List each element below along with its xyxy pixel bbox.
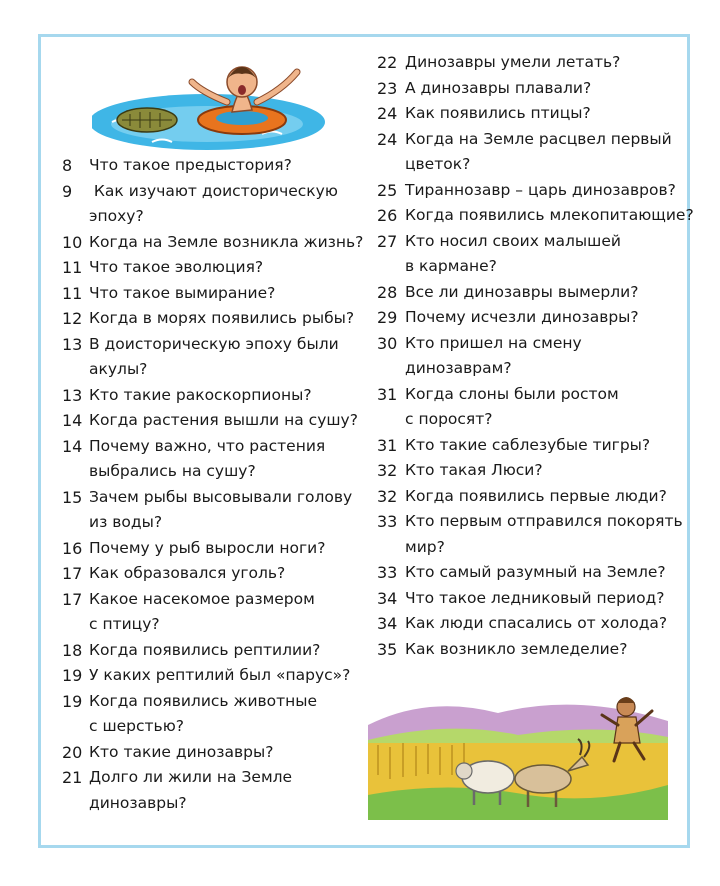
page-number: 11	[62, 283, 83, 303]
entry-title	[89, 281, 362, 307]
entry-title-line: Какое насекомое размером	[89, 589, 315, 608]
contents-entry[interactable]	[377, 203, 694, 229]
page-number: 21	[62, 768, 83, 787]
contents-entry[interactable]	[377, 484, 687, 510]
entry-title-line: Когда на Земле расцвел первый	[405, 129, 672, 148]
entry-title	[405, 586, 687, 612]
page-number: 29	[377, 308, 398, 327]
entry-title-line: динозаврам?	[405, 359, 512, 377]
page-number: 33	[377, 563, 398, 582]
contents-entry[interactable]	[62, 230, 362, 256]
entry-title-line: с поросят?	[405, 410, 493, 428]
entry-title-line: Кто пришел на смену	[405, 333, 582, 352]
entry-title	[405, 76, 687, 102]
entry-title-line: эпоху?	[89, 207, 144, 225]
page-number: 9	[62, 181, 73, 201]
page-number: 26	[377, 206, 398, 225]
page-number: 17	[62, 589, 83, 609]
entry-title	[405, 50, 687, 76]
contents-entry[interactable]	[377, 127, 687, 178]
contents-entry[interactable]	[377, 611, 687, 637]
entry-title-line: из воды?	[89, 513, 163, 531]
page-number: 16	[62, 538, 83, 558]
page-number: 12	[62, 309, 83, 328]
page-number: 14	[62, 436, 83, 456]
contents-entry[interactable]	[377, 76, 687, 102]
entry-title-line: Когда слоны были ростом	[405, 384, 619, 403]
contents-right-column	[377, 50, 694, 662]
entry-title-line: Кто носил своих малышей	[405, 231, 621, 250]
entry-title-line: Когда появились рептилии?	[89, 640, 321, 659]
page-number: 24	[377, 104, 398, 123]
page-number: 28	[377, 282, 398, 302]
entry-title-line: Зачем рыбы высовывали голову	[89, 487, 353, 506]
entry-title	[89, 306, 362, 332]
contents-entry[interactable]	[377, 560, 687, 586]
entry-title	[89, 689, 362, 740]
contents-left-column	[62, 153, 362, 816]
contents-entry[interactable]	[377, 382, 687, 433]
entry-title-line: В доисторическую эпоху были	[89, 334, 339, 353]
contents-entry[interactable]	[377, 178, 687, 204]
entry-title	[405, 203, 694, 229]
entry-title-line: Когда на Земле возникла жизнь?	[89, 232, 364, 251]
page-number: 20	[62, 742, 83, 762]
page-number: 13	[62, 334, 83, 354]
entry-title	[89, 153, 362, 179]
page-number: 8	[62, 156, 73, 175]
entry-title	[405, 560, 687, 586]
page-number: 14	[62, 411, 83, 430]
entry-title-line: Когда в морях появились рыбы?	[89, 309, 355, 327]
entry-title-line: Почему важно, что растения	[89, 436, 326, 455]
contents-entry[interactable]	[62, 485, 362, 536]
contents-entry[interactable]	[62, 383, 362, 409]
entry-title-line: динозавры?	[89, 793, 187, 812]
entry-title-line: Что такое предыстория?	[89, 156, 292, 174]
entry-title-line: Как появились птицы?	[405, 104, 591, 122]
contents-entry[interactable]	[62, 663, 362, 689]
entry-title-line: Кто первым отправился покорять	[405, 512, 683, 530]
page-number: 27	[377, 231, 398, 251]
entry-title	[89, 536, 362, 562]
page-number: 30	[377, 333, 398, 353]
entry-title-line: Почему исчезли динозавры?	[405, 308, 639, 326]
entry-title-line: Что такое ледниковый период?	[405, 588, 665, 607]
entry-title-line: Кто такая Люси?	[405, 461, 543, 479]
page-number: 35	[377, 639, 398, 659]
entry-title	[405, 331, 687, 382]
page-number: 10	[62, 232, 83, 252]
contents-entry[interactable]	[62, 255, 362, 281]
entry-title	[405, 101, 687, 127]
entry-title	[405, 458, 687, 484]
entry-title	[405, 484, 687, 510]
entry-title	[89, 663, 362, 689]
contents-entry[interactable]	[62, 434, 362, 485]
contents-entry[interactable]	[377, 229, 687, 280]
entry-title	[405, 611, 687, 637]
page-number: 32	[377, 461, 398, 480]
entry-title	[89, 485, 362, 536]
entry-title	[405, 637, 687, 663]
contents-entry[interactable]	[62, 689, 362, 740]
entry-title-line: Как люди спасались от холода?	[405, 614, 668, 632]
contents-entry[interactable]	[377, 586, 687, 612]
entry-title	[89, 408, 362, 434]
entry-title-line: Почему у рыб выросли ноги?	[89, 538, 326, 557]
contents-entry[interactable]	[62, 536, 362, 562]
contents-entry[interactable]	[377, 509, 687, 560]
entry-title	[405, 433, 687, 459]
contents-entry[interactable]	[62, 765, 362, 816]
page-number: 18	[62, 640, 83, 660]
entry-title-line: Долго ли жили на Земле	[89, 768, 293, 786]
page-number: 33	[377, 512, 398, 531]
entry-title-line: Кто такие динозавры?	[89, 742, 274, 761]
page-number: 19	[62, 666, 83, 685]
contents-entry[interactable]	[377, 458, 687, 484]
entry-title-line: акулы?	[89, 360, 148, 378]
entry-title-line: Как возникло земледелие?	[405, 639, 628, 658]
entry-title-line: Как изучают доисторическую	[89, 181, 338, 200]
page-number: 23	[377, 78, 398, 98]
entry-title-line: У каких рептилий был «парус»?	[89, 666, 351, 684]
entry-title	[405, 127, 687, 178]
contents-entry[interactable]	[62, 153, 362, 179]
page-number: 31	[377, 435, 398, 455]
entry-title-line: мир?	[405, 537, 445, 556]
contents-entry[interactable]	[377, 637, 687, 663]
entry-title	[89, 765, 362, 816]
page-number: 17	[62, 564, 83, 583]
page-number: 25	[377, 180, 398, 200]
entry-title-line: Что такое эволюция?	[89, 258, 264, 276]
page-number: 13	[62, 385, 83, 405]
contents-entry[interactable]	[62, 638, 362, 664]
entry-title	[89, 230, 363, 256]
entry-title	[89, 332, 362, 383]
entry-title	[405, 229, 687, 280]
page-number: 34	[377, 614, 398, 633]
entry-title	[89, 587, 362, 638]
entry-title-line: с шерстью?	[89, 717, 184, 735]
contents-entry[interactable]	[62, 587, 362, 638]
entry-title-line: Динозавры умели летать?	[405, 53, 621, 71]
goat-body	[515, 765, 571, 793]
entry-title-line: цветок?	[405, 155, 471, 173]
contents-entry[interactable]	[377, 101, 687, 127]
swimming-boy-illustration	[92, 42, 332, 152]
page-number: 31	[377, 384, 398, 404]
page-number: 11	[62, 258, 83, 277]
entry-title	[405, 280, 687, 306]
entry-title	[405, 178, 687, 204]
entry-title-line: Тираннозавр – царь динозавров?	[405, 180, 676, 199]
contents-entry[interactable]	[62, 332, 362, 383]
contents-entry[interactable]	[62, 740, 362, 766]
entry-title	[89, 434, 362, 485]
entry-title-line: Как образовался уголь?	[89, 564, 286, 582]
entry-title-line: А динозавры плавали?	[405, 78, 592, 97]
contents-entry[interactable]	[377, 50, 687, 76]
contents-entry[interactable]	[62, 281, 362, 307]
page-number: 34	[377, 588, 398, 608]
entry-title	[89, 255, 362, 281]
page-number: 19	[62, 691, 83, 711]
entry-title-line: Кто самый разумный на Земле?	[405, 563, 666, 581]
entry-title	[89, 638, 362, 664]
entry-title-line: Когда появились животные	[89, 691, 318, 710]
entry-title-line: с птицу?	[89, 615, 160, 633]
entry-title	[405, 382, 687, 433]
contents-entry[interactable]	[377, 433, 687, 459]
entry-title-line: в кармане?	[405, 257, 497, 275]
entry-title-line: Кто такие ракоскорпионы?	[89, 385, 312, 404]
contents-entry[interactable]	[62, 306, 362, 332]
contents-entry[interactable]	[377, 305, 687, 331]
entry-title-line: Все ли динозавры вымерли?	[405, 282, 639, 301]
entry-title	[405, 509, 687, 560]
entry-title	[89, 740, 362, 766]
page-number: 32	[377, 486, 398, 506]
page-number: 22	[377, 53, 398, 72]
field-animals-illustration	[368, 685, 668, 820]
contents-entry[interactable]	[62, 561, 362, 587]
entry-title-line: Кто такие саблезубые тигры?	[405, 435, 651, 454]
contents-entry[interactable]	[62, 179, 362, 230]
entry-title-line: Когда растения вышли на сушу?	[89, 411, 358, 429]
entry-title	[89, 561, 362, 587]
entry-title	[405, 305, 687, 331]
entry-title-line: Когда появились первые люди?	[405, 486, 667, 505]
page-number: 15	[62, 487, 83, 507]
entry-title	[89, 383, 362, 409]
contents-entry[interactable]	[377, 331, 687, 382]
entry-title-line: Что такое вымирание?	[89, 283, 276, 302]
entry-title-line: Когда появились млекопитающие?	[405, 206, 694, 224]
entry-title	[89, 179, 362, 230]
entry-title-line: выбрались на сушу?	[89, 462, 256, 480]
page-number: 24	[377, 129, 398, 149]
contents-entry[interactable]	[62, 408, 362, 434]
contents-entry[interactable]	[377, 280, 687, 306]
